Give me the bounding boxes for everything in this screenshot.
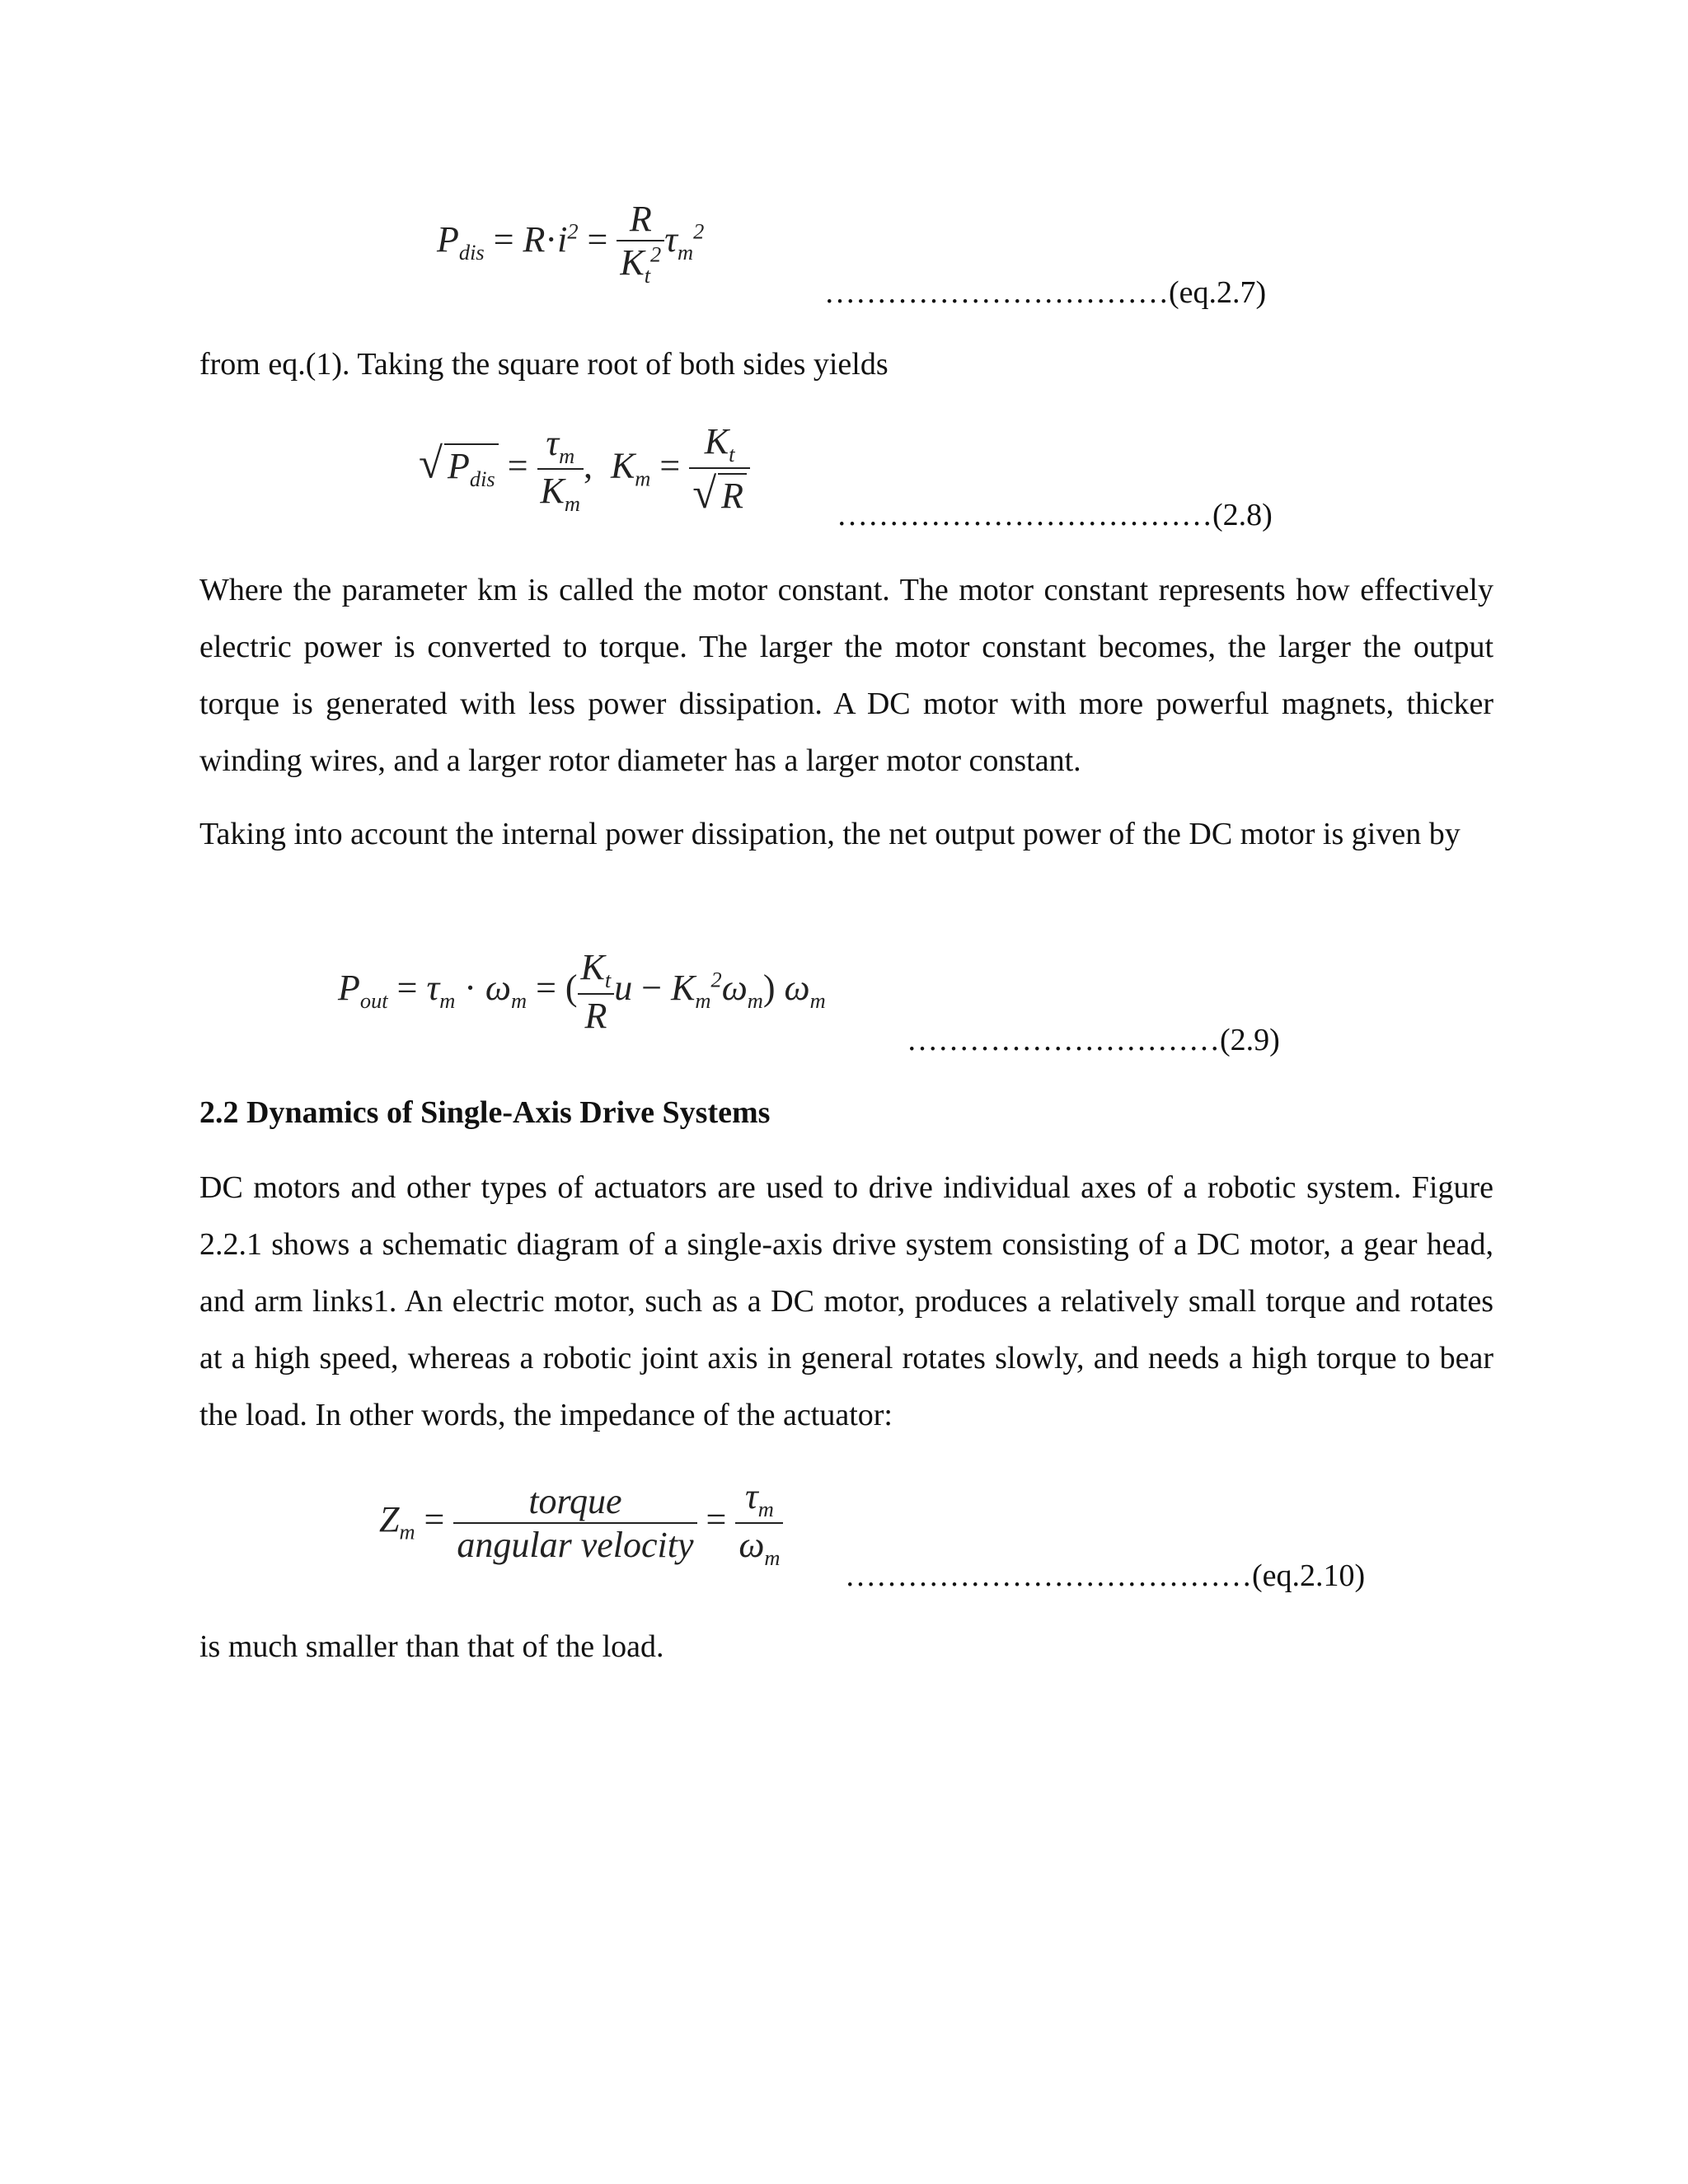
section-heading: 2.2 Dynamics of Single-Axis Drive Systems (199, 1095, 771, 1130)
equation-number-2-7: ……………………………(eq.2.7) (824, 275, 1267, 310)
equation-number-2-9: …………………………(2.9) (907, 1023, 1280, 1057)
equation-number-2-10: …………………………………(eq.2.10) (845, 1558, 1366, 1593)
equation-2-9: $P_{out} = \tau_m \cdot \omega_m$ = ( $\frac{K_t}{R}$ $u - K_m^2\omega_m$) $\omega_m$ (338, 947, 826, 1036)
paragraph-3: Taking into account the internal power dissipation, the net output power of the DC motor is given by (199, 817, 1461, 851)
equation-2-7: $P_{dis} = R\cdot i^2$ = $\frac{R}{K_t^2}$ $\tau_m^2$ (437, 199, 705, 288)
paragraph-5: is much smaller than that of the load. (199, 1629, 664, 1664)
angular-velocity-word: angular velocity (457, 1524, 694, 1565)
paragraph-2: Where the parameter km is called the motor constant. The motor constant represents how effectively electric power is converted to torque. The larger the motor constant becomes, the larger the output torque is generated with less power dissipation. A DC motor with more powerful magnets, thicker winding wires, and a larger rotor diameter has a larger motor constant. (199, 573, 1493, 778)
paragraph-4: DC motors and other types of actuators are used to drive individual axes of a robotic system. Figure 2.2.1 shows a schematic diagram of a single-axis drive system consisting of a DC motor, a gear head, and arm links1. An electric motor, such as a DC motor, produces a relatively small torque and rotates at a high speed, whereas a robotic joint axis in general rotates slowly, and needs a high torque to bear the load. In other words, the impedance of the actuator: (199, 1170, 1493, 1432)
equation-2-10: $Z_m$ = $\frac{\text{torque}}{\text{angular velocity}}$ = $\frac{\tau_m}{\omega_m}$ (379, 1475, 783, 1571)
equation-number-2-8: ………………………………(2.8) (837, 498, 1273, 532)
torque-word: torque (453, 1480, 696, 1524)
paragraph-1: from eq.(1). Taking the square root of both sides yields (199, 347, 889, 382)
equation-2-8: √ $P_{dis}$ = $\frac{\tau_m}{K_m}$ , $K_m$ = $\frac{K_t}{√ R}$ (419, 420, 750, 518)
